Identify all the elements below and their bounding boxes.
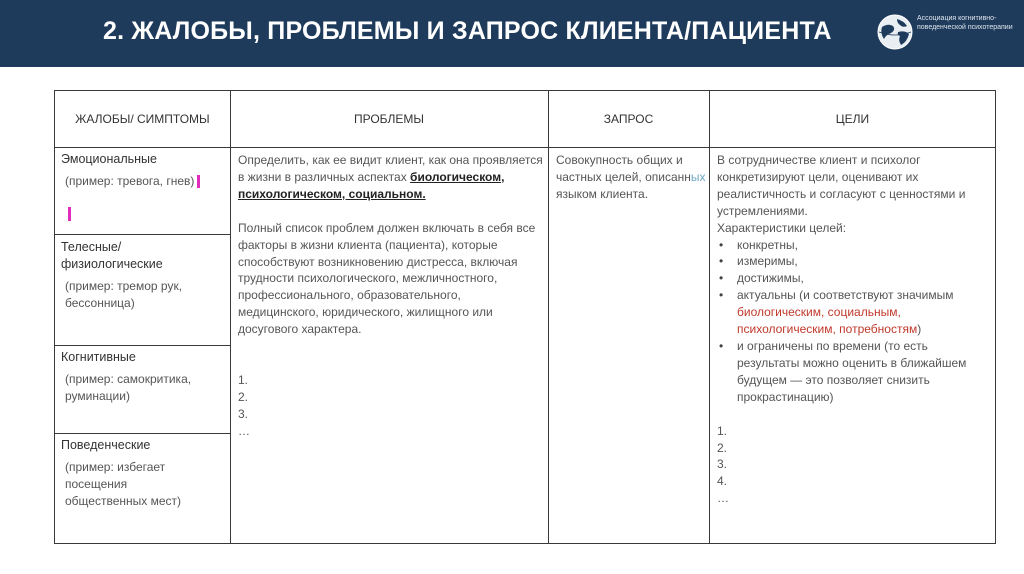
header-problems: ПРОБЛЕМЫ xyxy=(353,112,425,126)
list-item: • актуальны (и соответствуют значимым биологическим, социальным, психологическим, потребностям) xyxy=(717,287,989,338)
column-divider xyxy=(548,91,549,543)
category-example: (пример: самокритика, руминации) xyxy=(65,372,192,403)
header-goals: ЦЕЛИ xyxy=(835,112,870,126)
row-divider xyxy=(55,234,230,235)
header-request: ЗАПРОС xyxy=(603,112,654,126)
problems-full-list: Полный список проблем должен включать в себя все факторы в жизни клиента (пациента), которые способствуют возникновению дистресса, включая трудности психологического, межличностного, профессионального, образовательного, медицинского, юридического, жилищного или досугового характера. xyxy=(238,220,536,337)
row-divider xyxy=(55,433,230,434)
category-example: (пример: избегает посещения общественных мест) xyxy=(65,460,181,508)
column-divider xyxy=(709,91,710,543)
goals-characteristics-label: Характеристики целей: xyxy=(717,220,847,235)
category-example: (пример: тремор рук, бессонница) xyxy=(65,279,183,310)
category-title: Когнитивные xyxy=(61,350,136,364)
logo-text: Ассоциация когнитивно-поведенческой психотерапии xyxy=(917,15,1013,31)
problems-numbered-list: 1. 2. 3. … xyxy=(238,373,250,438)
problems-aspects: биологическом, психологическом, социальном. xyxy=(238,169,505,201)
slide-title: 2. ЖАЛОБЫ, ПРОБЛЕМЫ И ЗАПРОС КЛИЕНТА/ПАЦИЕНТА xyxy=(103,17,832,45)
category-emotional xyxy=(61,151,226,190)
problems-cell xyxy=(238,152,543,440)
category-title: Эмоциональные xyxy=(61,152,157,166)
list-item: • конкретны, xyxy=(717,237,989,254)
problems-intro: Определить, как ее видит клиент, как она проявляется в жизни в различных аспектах биологическом, психологическом, социальном. xyxy=(238,153,543,201)
content-table xyxy=(54,90,996,544)
category-cognitive xyxy=(61,349,226,405)
row-divider xyxy=(55,345,230,346)
slide-header xyxy=(0,0,1024,67)
globe-logo-icon xyxy=(876,13,914,51)
goals-numbered-list: 1. 2. 3. 4. … xyxy=(717,423,729,506)
header-complaints: ЖАЛОБЫ/ СИМПТОМЫ xyxy=(75,112,210,126)
list-item: • и ограничены по времени (то есть результаты можно оценить в ближайшем будущем — это позволяет снизить прокрастинацию) xyxy=(717,338,989,406)
header-divider xyxy=(55,147,995,148)
highlight-marker xyxy=(68,207,71,221)
list-item: • измеримы, xyxy=(717,253,989,270)
category-example: (пример: тревога, гнев) xyxy=(61,173,226,190)
category-title: Телесные/ физиологические xyxy=(61,240,163,271)
category-somatic xyxy=(61,239,226,312)
highlight-marker xyxy=(197,175,200,188)
column-divider xyxy=(230,91,231,543)
goals-cell xyxy=(717,152,989,507)
goals-intro: В сотрудничестве клиент и психолог конкретизируют цели, оценивают их реалистичность и согласуют с ценностями и устремлениями. xyxy=(717,153,966,218)
list-item: • достижимы, xyxy=(717,270,989,287)
request-cell: Совокупность общих и частных целей, описанных языком клиента. xyxy=(556,153,706,201)
goals-characteristics-list xyxy=(717,237,989,406)
category-behavioral xyxy=(61,437,211,510)
category-title: Поведенческие xyxy=(61,438,151,452)
